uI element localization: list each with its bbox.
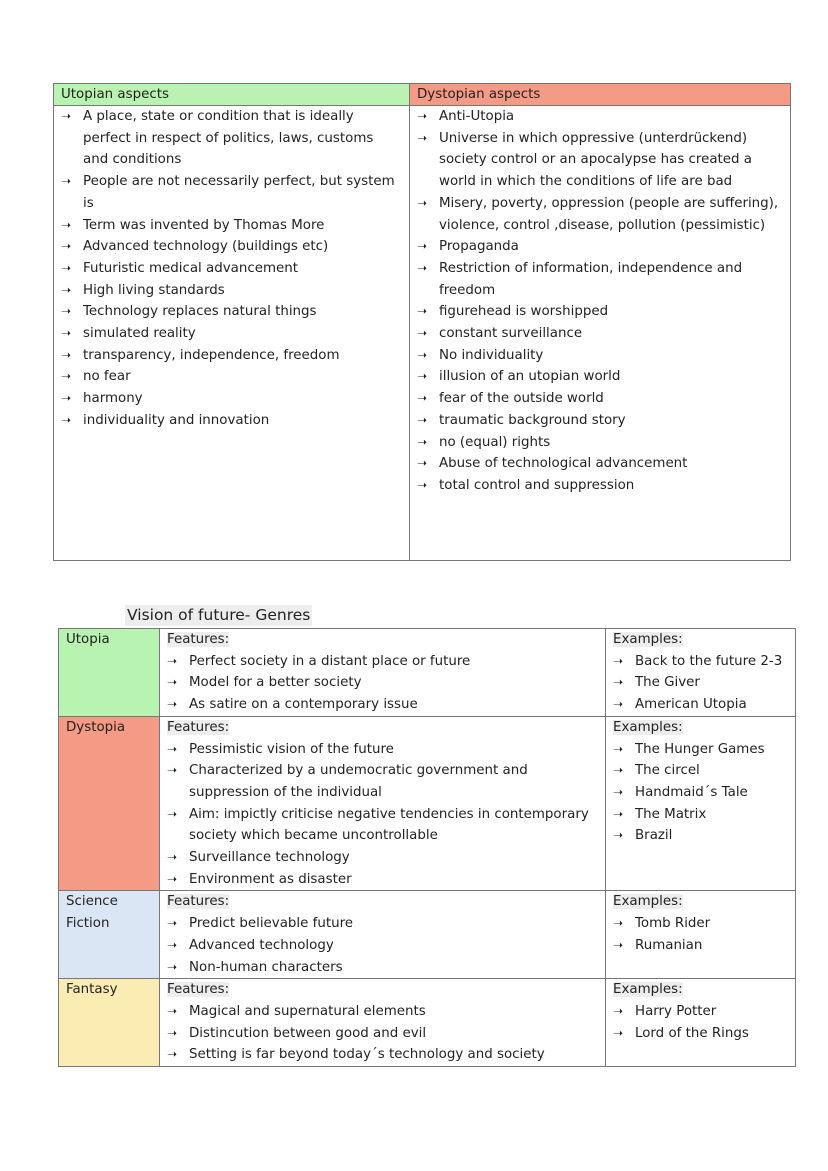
arrow-right-icon: ➝ [613,828,624,843]
arrow-right-icon: ➝ [613,675,624,690]
list-item-text: Advanced technology [189,937,334,953]
arrow-right-icon: ➝ [61,326,72,341]
list-item-text: As satire on a contemporary issue [189,697,418,713]
list-item [613,694,795,716]
list-item [167,651,605,673]
list-item-text: Lord of the Rings [635,1025,749,1041]
arrow-right-icon: ➝ [167,937,178,952]
list-item-text: transparency, independence, freedom [83,347,340,363]
arrow-right-icon: ➝ [613,916,624,931]
list-item-text: Magical and supernatural elements [189,1003,426,1019]
list-item-text: total control and suppression [439,477,635,493]
list-item-text: no fear [83,369,131,385]
arrow-right-icon: ➝ [417,347,428,362]
arrow-right-icon: ➝ [61,369,72,384]
list-item-text: The Matrix [635,806,707,822]
list-item [613,651,795,673]
arrow-right-icon: ➝ [417,195,428,210]
arrow-right-icon: ➝ [61,109,72,123]
examples-label: Examples: [613,894,683,910]
list-item [410,128,790,193]
list-item [167,694,605,716]
list-item-text: Pessimistic vision of the future [189,741,394,757]
list-item-text: Anti-Utopia [439,109,515,124]
list-item-text: traumatic background story [439,412,626,428]
arrow-right-icon: ➝ [613,1003,624,1018]
list-item [410,193,790,236]
list-item [167,1023,605,1045]
list-item-text: Characterized by a undemocratic government and suppression of the individual [189,763,528,800]
arrow-right-icon: ➝ [61,347,72,362]
arrow-right-icon: ➝ [61,239,72,254]
arrow-right-icon: ➝ [61,391,72,406]
arrow-right-icon: ➝ [417,109,428,123]
list-item-text: no (equal) rights [439,434,551,450]
genre-name: Fantasy [59,979,160,1067]
list-item [54,215,409,237]
list-item [410,236,790,258]
list-item [410,106,790,128]
list-item [410,323,790,345]
list-item-text: simulated reality [83,326,196,342]
list-item-text: Non-human characters [189,959,343,975]
genre-name: Utopia [59,629,160,717]
list-item [410,366,790,388]
features-list [167,913,605,978]
list-item [54,410,409,432]
genres-table [58,628,796,1067]
arrow-right-icon: ➝ [613,1025,624,1040]
list-item [167,913,605,935]
features-list [167,651,605,716]
list-item [167,804,605,847]
examples-label: Examples: [613,982,683,998]
list-item [54,106,409,171]
arrow-right-icon: ➝ [417,456,428,471]
arrow-right-icon: ➝ [167,675,178,690]
list-item-text: Back to the future 2-3 [635,653,783,669]
list-item-text: Tomb Rider [635,916,711,932]
arrow-right-icon: ➝ [613,784,624,799]
arrow-right-icon: ➝ [61,304,72,319]
list-item [410,410,790,432]
list-item [54,323,409,345]
features-cell [160,629,606,717]
list-item-text: constant surveillance [439,326,583,342]
list-item [54,301,409,323]
list-item-text: No individuality [439,347,544,363]
list-item-text: Universe in which oppressive (unterdrückend) society control or an apocalypse has created a world in which the conditions of life are bad [439,130,752,190]
list-item-text: Brazil [635,828,673,844]
list-item-text: Handmaid´s Tale [635,784,748,800]
arrow-right-icon: ➝ [167,959,178,974]
list-item-text: The circel [635,763,700,779]
features-list [167,739,605,891]
list-item-text: Aim: impictly criticise negative tendencies in contemporary society which became uncontrollable [189,806,589,844]
arrow-right-icon: ➝ [417,326,428,341]
list-item [54,171,409,214]
list-item-text: Term was invented by Thomas More [83,217,325,233]
list-item [54,345,409,367]
features-label: Features: [167,982,230,998]
list-item [613,782,795,804]
arrow-right-icon: ➝ [613,653,624,668]
list-item-text: Setting is far beyond today´s technology and society [189,1047,545,1063]
examples-label: Examples: [613,632,683,647]
list-item [410,388,790,410]
list-item-text: harmony [83,391,143,407]
arrow-right-icon: ➝ [417,130,428,145]
list-item [167,739,605,761]
list-item-text: individuality and innovation [83,412,270,428]
list-item-text: Predict believable future [189,916,354,932]
arrow-right-icon: ➝ [417,412,428,427]
arrow-right-icon: ➝ [167,741,178,756]
list-item-text: The Giver [635,675,700,691]
list-item [410,453,790,475]
utopian-header: Utopian aspects [54,84,410,106]
aspects-table [53,83,791,561]
list-item [410,475,790,497]
list-item [54,258,409,280]
arrow-right-icon: ➝ [167,916,178,931]
list-item [167,760,605,803]
list-item [54,236,409,258]
arrow-right-icon: ➝ [613,741,624,756]
arrow-right-icon: ➝ [417,434,428,449]
features-cell [160,979,606,1067]
arrow-right-icon: ➝ [613,763,624,778]
list-item-text: The Hunger Games [635,741,765,757]
list-item [167,869,605,891]
genre-row-fantasy [59,979,796,1067]
dystopian-header: Dystopian aspects [410,84,791,106]
list-item-text: Futuristic medical advancement [83,260,298,276]
utopian-cell [54,106,410,561]
list-item-text: Surveillance technology [189,850,350,866]
arrow-right-icon: ➝ [167,806,178,821]
list-item [613,913,795,935]
list-item-text: Technology replaces natural things [83,304,317,320]
list-item-text: American Utopia [635,697,747,713]
list-item [54,388,409,410]
arrow-right-icon: ➝ [167,1025,178,1040]
examples-list [613,1001,795,1044]
examples-cell [606,979,796,1067]
features-cell [160,716,606,891]
list-item [410,258,790,301]
arrow-right-icon: ➝ [167,653,178,668]
list-item-text: Distincution between good and evil [189,1025,427,1041]
arrow-right-icon: ➝ [417,477,428,492]
list-item [613,760,795,782]
arrow-right-icon: ➝ [613,806,624,821]
list-item [167,672,605,694]
arrow-right-icon: ➝ [167,1047,178,1062]
list-item-text: Abuse of technological advancement [439,456,688,472]
genre-row-science-fiction [59,891,796,979]
list-item-text: Restriction of information, independence and freedom [439,260,743,298]
list-item [410,345,790,367]
list-item-text: Model for a better society [189,675,362,691]
list-item [167,957,605,979]
list-item [167,1044,605,1066]
arrow-right-icon: ➝ [167,871,178,886]
arrow-right-icon: ➝ [61,260,72,275]
list-item [410,301,790,323]
arrow-right-icon: ➝ [61,282,72,297]
list-item-text: Rumanian [635,937,703,953]
list-item [410,432,790,454]
list-item-text: A place, state or condition that is ideally perfect in respect of politics, laws, customs and conditions [83,109,374,168]
list-item-text: Advanced technology (buildings etc) [83,239,329,255]
list-item [613,1023,795,1045]
features-label: Features: [167,632,230,647]
features-label: Features: [167,894,230,910]
utopian-list [54,106,409,432]
examples-cell [606,629,796,717]
list-item [167,847,605,869]
features-label: Features: [167,719,230,735]
arrow-right-icon: ➝ [417,239,428,254]
list-item-text: figurehead is worshipped [439,304,609,320]
examples-cell [606,716,796,891]
genre-name: Science Fiction [59,891,160,979]
examples-list [613,651,795,716]
list-item-text: Misery, poverty, oppression (people are suffering), violence, control ,disease, pollution (pessimistic) [439,195,779,233]
genre-name: Dystopia [59,716,160,891]
arrow-right-icon: ➝ [167,763,178,778]
list-item [613,935,795,957]
examples-list [613,913,795,956]
list-item-text: Environment as disaster [189,871,352,887]
list-item [613,825,795,847]
arrow-right-icon: ➝ [613,697,624,712]
dystopian-cell [410,106,791,561]
list-item-text: Propaganda [439,239,519,255]
list-item-text: Harry Potter [635,1003,717,1019]
arrow-right-icon: ➝ [167,1003,178,1018]
list-item-text: People are not necessarily perfect, but system is [83,174,395,211]
list-item-text: High living standards [83,282,225,298]
arrow-right-icon: ➝ [417,369,428,384]
arrow-right-icon: ➝ [167,697,178,712]
genre-row-utopia [59,629,796,717]
features-cell [160,891,606,979]
list-item-text: illusion of an utopian world [439,369,621,385]
arrow-right-icon: ➝ [417,391,428,406]
list-item [613,739,795,761]
list-item [613,804,795,826]
examples-list [613,739,795,848]
list-item-text: fear of the outside world [439,391,604,407]
list-item [613,1001,795,1023]
list-item [167,1001,605,1023]
examples-cell [606,891,796,979]
arrow-right-icon: ➝ [613,937,624,952]
arrow-right-icon: ➝ [417,304,428,319]
dystopian-list [410,106,790,497]
list-item-text: Perfect society in a distant place or future [189,653,471,669]
list-item [167,935,605,957]
features-list [167,1001,605,1066]
genre-row-dystopia [59,716,796,891]
arrow-right-icon: ➝ [61,217,72,232]
arrow-right-icon: ➝ [167,850,178,865]
arrow-right-icon: ➝ [61,174,72,189]
examples-label: Examples: [613,719,683,735]
list-item [613,672,795,694]
arrow-right-icon: ➝ [61,412,72,427]
arrow-right-icon: ➝ [417,260,428,275]
list-item [54,280,409,302]
genres-title: Vision of future- Genres [127,606,311,624]
list-item [54,366,409,388]
